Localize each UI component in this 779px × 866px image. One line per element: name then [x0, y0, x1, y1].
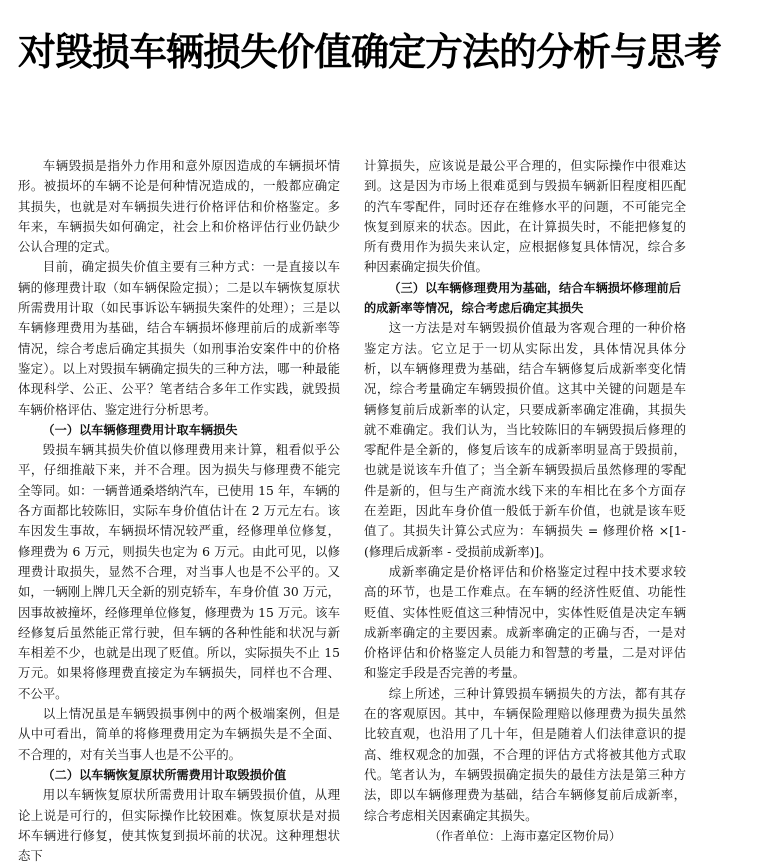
paragraph-intro: 车辆毁损是指外力作用和意外原因造成的车辆损坏情形。被损坏的车辆不论是何种情况造成的，一般都应确定其损失，也就是对车辆损失进行价格评估和价格鉴定。多年来，车辆损失如何确定，社会上和价格评估行业仍缺少公认合理的定式。 [18, 158, 340, 255]
paragraph-section-2-continued: 计算损失，应该说是最公平合理的，但实际操作中很难达到。这是因为市场上很难觅到与毁损车辆新旧程度相匹配的汽车零配件，同时还存在维修水平的问题，不可能完全恢复到原来的状态。因此，在计算损失时，不能把修复的所有费用作为损失来认定，应根据修复具体情况，综合多种因素确定损失价值。 [364, 158, 686, 275]
section-heading-1: （一）以车辆修理费用计取车辆损失 [42, 422, 238, 437]
paragraph-section-1: 毁损车辆其损失价值以修理费用来计算，粗看似乎公平，仔细推敲下来，并不合理。因为损失与修理费不能完全等同。如：一辆普通桑塔纳汽车，已使用 15 年，车辆的各方面都比较陈旧，实际车身价值估计在 2 万元左右。该车因发生事故，车辆损坏情况较严重，经修理单位修复，修理费为 6 万元，则损失也定为 6 万元。由此可见，以修理费计取损失，显然不合理，对当事人也是不公平的。又如，一辆刚上牌几天全新的别克轿车，车身价值 30 万元，因事故被撞坏，经修理单位修复，修理费为 15 万元。该车经修复后虽然能正常行驶，但车辆的各种性能和状况与新车相差不少，也就是出现了贬值。所以，实际损失不止 15 万元。如果将修理费直接定为车辆损失，同样也不合理、不公平。 [18, 442, 340, 701]
paragraph-section-3: 这一方法是对车辆毁损价值最为客观合理的一种价格鉴定方法。它立足于一切从实际出发，具体情况具体分析，以车辆修理费为基础，结合车辆修复后成新率变化情况，综合考量确定车辆毁损价值。这其中关键的问题是车辆修复前后成新率的认定，只要成新率确定准确，其损失就不难确定。我们认为，当比较陈旧的车辆毁损后修理的零配件是全新的，修复后该车的成新率明显高于毁损前，也就是说该车升值了；当全新车辆毁损后虽然修理的零配件是新的，但与生产商流水线下来的车相比在多个方面存在差距，因此车身价值一般低于新车价值，也就是该车贬值了。其损失计算公式应为：车辆损失 = 修理价格 ×[1-(修理后成新率 - 受损前成新率)]。 [364, 320, 686, 559]
paragraph-section-1-summary: 以上情况虽是车辆毁损事例中的两个极端案例，但是从中可看出，简单的将修理费用定为车辆损失是不全面、不合理的，对有关当事人也是不公平的。 [18, 706, 340, 762]
author-affiliation: （作者单位：上海市嘉定区物价局） [428, 828, 621, 843]
section-heading-2: （二）以车辆恢复原状所需费用计取毁损价值 [42, 767, 287, 782]
right-column [364, 156, 686, 846]
section-heading-3: （三）以车辆修理费用为基础，结合车辆损坏修理前后的成新率等情况，综合考虑后确定其损失 [364, 280, 681, 316]
paragraph-conclusion: 综上所述，三种计算毁损车辆损失的方法，都有其存在的客观原因。其中，车辆保险理赔以修理费为损失虽然比较直观，也沿用了几十年，但是随着人们法律意识的提高、维权观念的加强，不合理的评估方式将被其他方式取代。笔者认为，车辆毁损确定损失的最佳方法是第三种方法，即以车辆修理费为基础，结合车辆修复前后成新率，综合考虑相关因素确定其损失。 [364, 685, 686, 823]
paragraph-depreciation-rate: 成新率确定是价格评估和价格鉴定过程中技术要求较高的环节，也是工作难点。在车辆的经济性贬值、功能性贬值、实体性贬值这三种情况中，实体性贬值是决定车辆成新率确定的主要因素。成新率确定的正确与否，一是对价格评估和价格鉴定人员能力和智慧的考量，二是对评估和鉴定手段是否完善的考量。 [364, 563, 686, 681]
paragraph-section-2: 用以车辆恢复原状所需费用计取车辆毁损价值，从理论上说是可行的，但实际操作比较困难。恢复原状是对损坏车辆进行修复，使其恢复到损坏前的状况。这种理想状态下 [18, 787, 340, 864]
article-title: 对毁损车辆损失价值确定方法的分析与思考 [18, 30, 722, 74]
paragraph-methods-overview: 目前，确定损失价值主要有三种方式：一是直接以车辆的修理费计取（如车辆保险定损）；二是以车辆恢复原状所需费用计取（如民事诉讼车辆损失案件的处理）；三是以车辆修理费用为基础，结合车辆损坏修理前后的成新率等情况，综合考虑后确定其损失（如刑事治安案件中的价格鉴定）。以上对毁损车辆确定损失的三种方法，哪一种最能体现科学、公正、公平？笔者结合多年工作实践，就毁损车辆价格评估、鉴定进行分析思考。 [18, 259, 340, 417]
left-column [18, 156, 340, 866]
